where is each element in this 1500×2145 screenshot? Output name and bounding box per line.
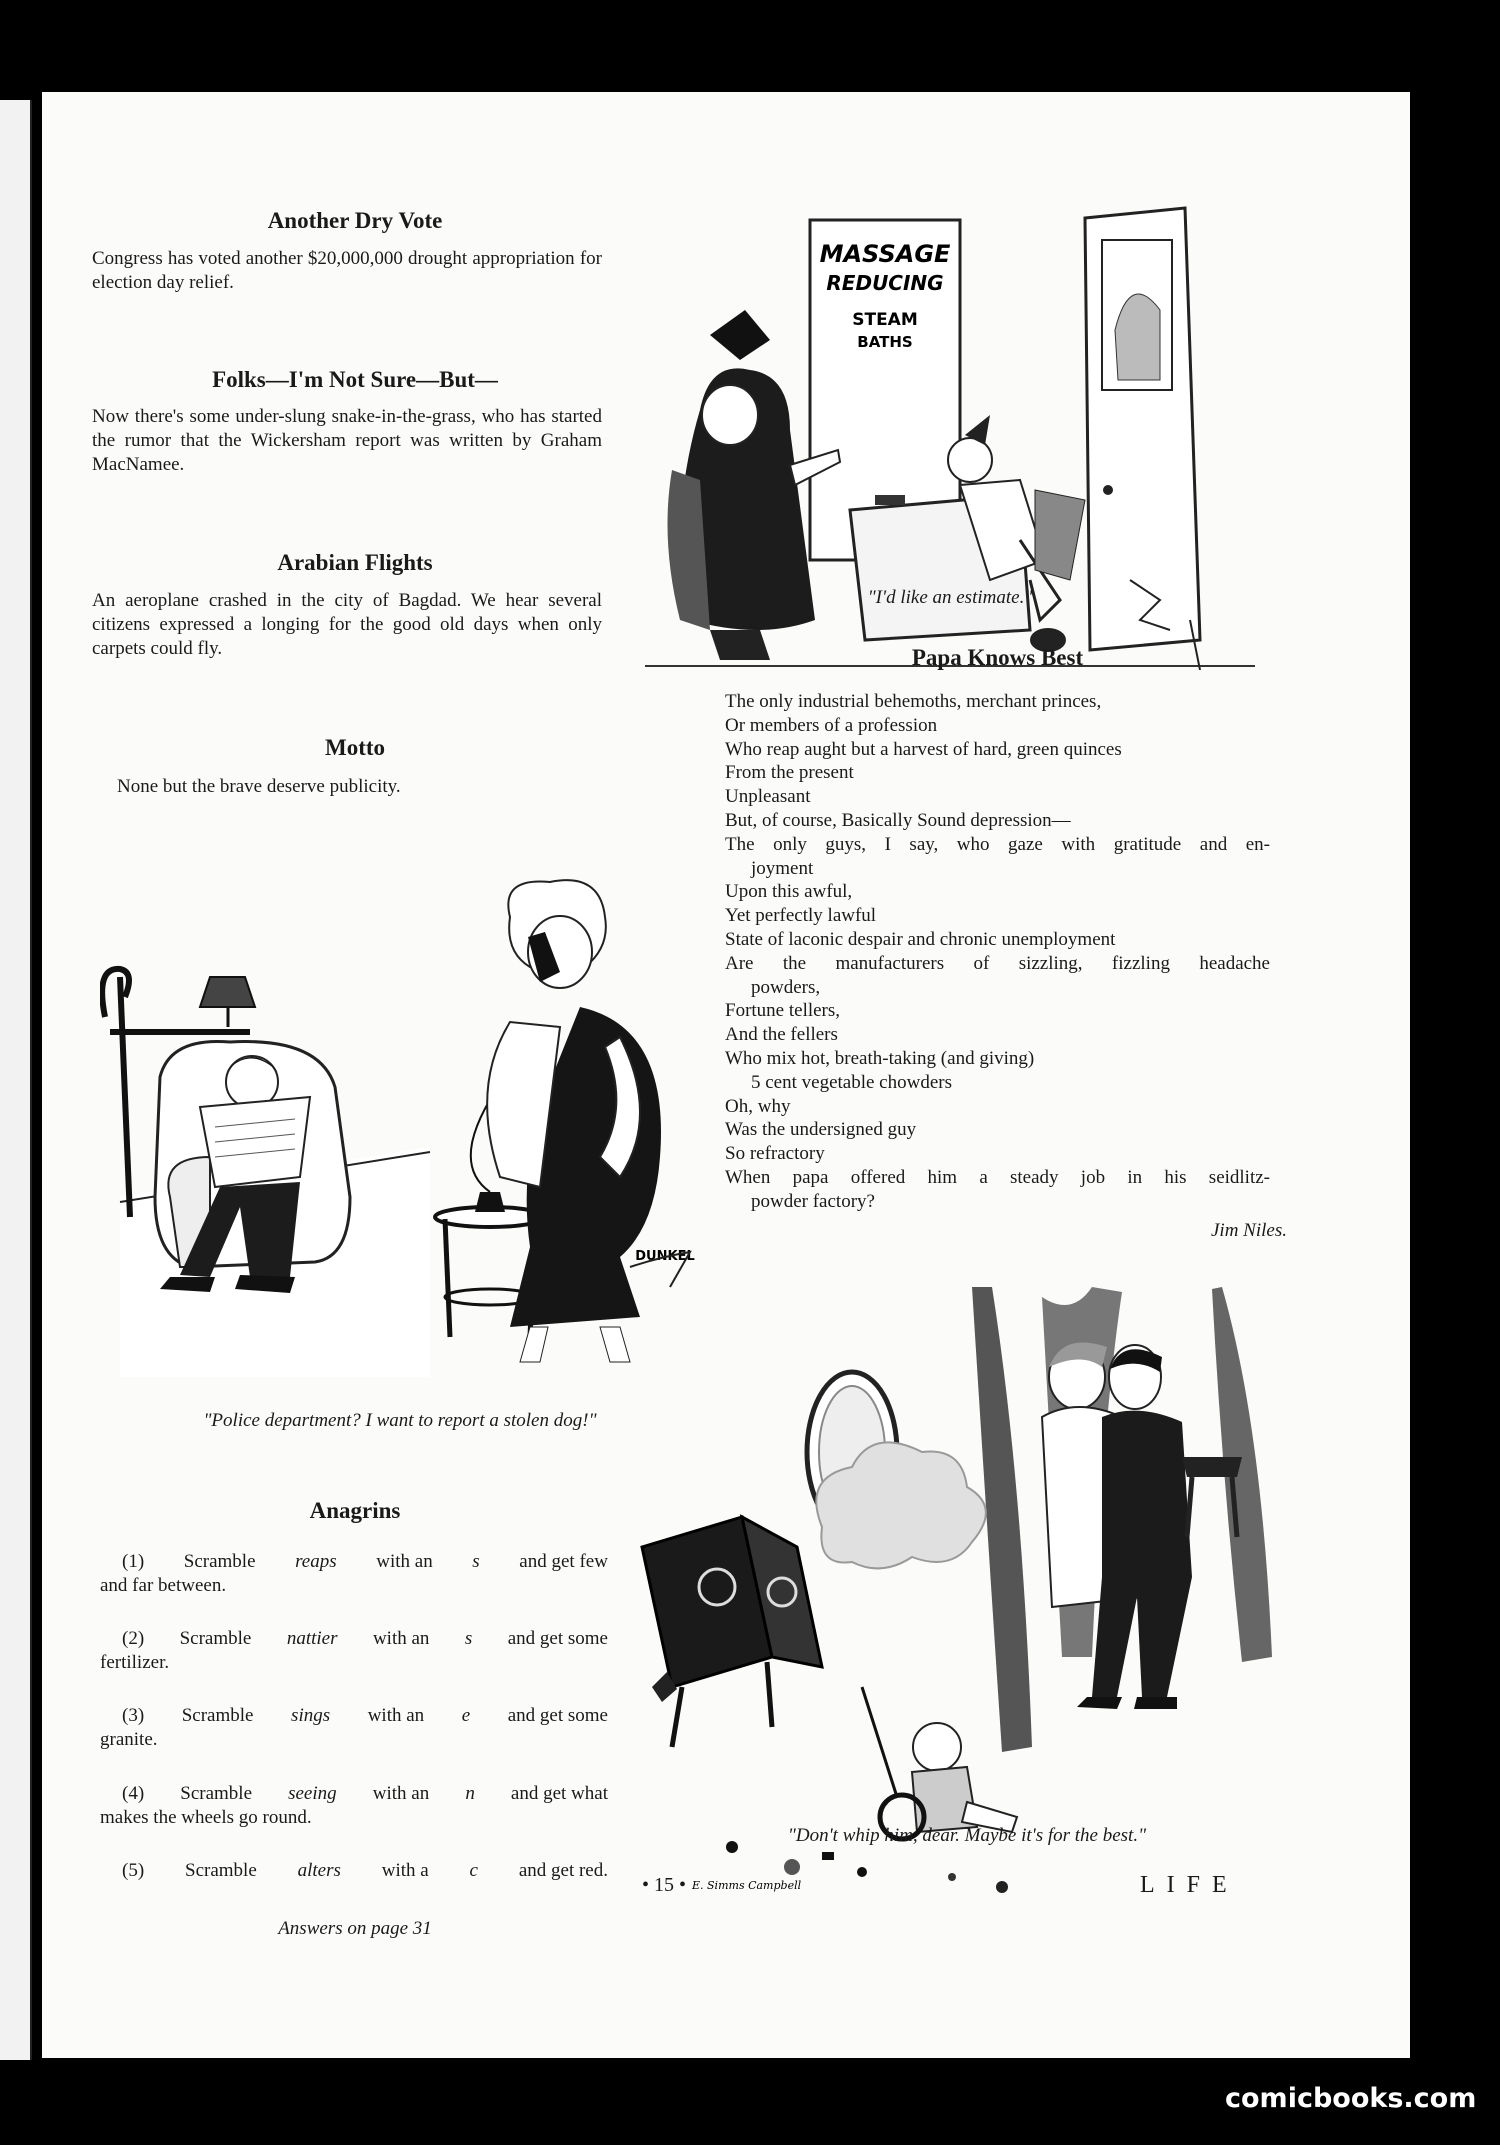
poem-line: 5 cent vegetable chowders xyxy=(751,1071,952,1093)
item-title: Another Dry Vote xyxy=(267,208,443,233)
magazine-name: LIFE xyxy=(1140,1872,1239,1898)
poem-line: powders, xyxy=(751,976,821,998)
anagram-text: and get red. xyxy=(518,1860,608,1881)
poem-author: Jim Niles. xyxy=(1211,1220,1287,1241)
anagram-text: Scramble xyxy=(185,1860,257,1881)
anagram-text: Scramble xyxy=(183,1551,256,1572)
anagram-text: with an xyxy=(376,1551,433,1572)
poem-title: Papa Knows Best xyxy=(911,645,1084,670)
anagram-word: sings xyxy=(291,1705,331,1726)
anagrins-title: Anagrins xyxy=(309,1498,401,1523)
poem-line: Upon this awful, xyxy=(725,881,853,903)
item-body: None but the brave deserve publicity. xyxy=(117,776,401,797)
item-body: Congress has voted another $20,000,000 drought appropriation for election day relief. xyxy=(92,248,602,293)
anagram-text: Scramble xyxy=(181,1705,254,1726)
anagram-line xyxy=(100,1782,608,1806)
item-title: Arabian Flights xyxy=(277,550,433,575)
anagram-number: (1) xyxy=(122,1551,145,1572)
item-body: Now there's some under-slung snake-in-the-grass, who has started the rumor that the Wickersham report was written by Graham MacNamee. xyxy=(92,406,602,475)
massage-cartoon-caption: "I'd like an estimate." xyxy=(867,587,1033,608)
artist-signature: DUNKEL xyxy=(635,1249,695,1264)
poem-line: The only industrial behemoths, merchant princes, xyxy=(725,691,1102,712)
poem-line: Or members of a profession xyxy=(725,714,938,736)
anagram-number: (2) xyxy=(122,1628,145,1649)
anagram-word: nattier xyxy=(286,1628,338,1649)
poem-line: From the present xyxy=(725,762,854,784)
anagram-item xyxy=(100,1782,608,1830)
anagram-number: (5) xyxy=(122,1860,145,1881)
anagram-item xyxy=(100,1627,608,1675)
page-number: • 15 • xyxy=(642,1874,687,1896)
poem-line: Fortune tellers, xyxy=(725,1000,841,1022)
anagram-text: with an xyxy=(372,1783,430,1804)
item-body: An aeroplane crashed in the city of Bagdad. We hear several citizens expressed a longing for the good old days when only carpets could fly. xyxy=(92,590,602,659)
anagram-letter: s xyxy=(464,1628,473,1649)
anagram-letter: n xyxy=(465,1783,475,1804)
poem-line: So refractory xyxy=(725,1143,825,1165)
anagram-continuation: granite. xyxy=(100,1729,158,1750)
poem-line: joyment xyxy=(751,857,814,879)
poem-line: Yet perfectly lawful xyxy=(725,905,877,927)
anagram-letter: e xyxy=(461,1705,471,1726)
anagram-number: (4) xyxy=(122,1783,145,1804)
poem-line: But, of course, Basically Sound depression— xyxy=(725,809,1071,831)
radio-cartoon-caption: "Don't whip him, dear. Maybe it's for the best." xyxy=(787,1825,1147,1846)
anagram-line xyxy=(100,1627,608,1651)
anagram-text: with an xyxy=(367,1705,425,1726)
poem-line: Oh, why xyxy=(725,1095,791,1117)
anagram-item xyxy=(100,1859,608,1883)
anagram-continuation: fertilizer. xyxy=(100,1652,170,1673)
anagram-word: alters xyxy=(297,1860,341,1881)
anagram-text: with an xyxy=(372,1628,430,1649)
anagram-letter: s xyxy=(472,1551,480,1572)
magazine-page xyxy=(42,92,1410,2058)
anagram-number: (3) xyxy=(122,1705,145,1726)
anagram-line xyxy=(100,1859,608,1883)
poem-line: Are the manufacturers of sizzling, fizzling headache xyxy=(725,952,1270,974)
sign-text: REDUCING xyxy=(826,271,944,295)
anagram-line xyxy=(100,1550,608,1574)
poem-line: Unpleasant xyxy=(725,786,811,808)
poem-line: powder factory? xyxy=(751,1190,875,1212)
anagrins-answers-note: Answers on page 31 xyxy=(278,1918,432,1939)
artist-signature: E. Simms Campbell xyxy=(692,1879,802,1892)
anagram-text: Scramble xyxy=(180,1783,253,1804)
anagram-word: seeing xyxy=(288,1783,337,1804)
anagram-word: reaps xyxy=(295,1551,337,1572)
anagram-text: with a xyxy=(381,1860,429,1881)
anagram-letter: c xyxy=(469,1860,478,1881)
anagram-text: Scramble xyxy=(179,1628,252,1649)
anagram-continuation: and far between. xyxy=(100,1575,227,1596)
phone-cartoon-drawing xyxy=(100,857,700,1377)
sign-text: MASSAGE xyxy=(819,240,951,268)
adjacent-page-edge xyxy=(0,100,32,2060)
poem-body xyxy=(725,690,1270,1214)
item-title: Folks—I'm Not Sure—But— xyxy=(212,367,498,392)
poem-line: When papa offered him a steady job in his seidlitz- xyxy=(725,1166,1270,1188)
sign-text: STEAM xyxy=(852,310,918,330)
poem-line: The only guys, I say, who gaze with gratitude and en- xyxy=(725,833,1270,855)
poem-line: Who mix hot, breath-taking (and giving) xyxy=(725,1047,1035,1069)
anagram-text: and get few xyxy=(519,1551,608,1572)
poem-line: Who reap aught but a harvest of hard, green quinces xyxy=(725,738,1122,760)
poem-line: And the fellers xyxy=(725,1024,838,1046)
anagram-text: and get some xyxy=(507,1628,608,1649)
anagram-text: and get what xyxy=(510,1783,608,1804)
anagram-continuation: makes the wheels go round. xyxy=(100,1807,312,1828)
poem-line: State of laconic despair and chronic unemployment xyxy=(725,928,1116,950)
anagram-item xyxy=(100,1704,608,1752)
poem-line: Was the undersigned guy xyxy=(725,1119,917,1141)
item-title: Motto xyxy=(324,735,386,760)
site-watermark: comicbooks.com xyxy=(1225,2083,1477,2114)
sign-text: BATHS xyxy=(857,333,913,351)
phone-cartoon xyxy=(100,857,700,1377)
phone-cartoon-caption: "Police department? I want to report a stolen dog!" xyxy=(203,1410,597,1431)
anagram-text: and get some xyxy=(507,1705,608,1726)
anagram-line xyxy=(100,1704,608,1728)
anagram-item xyxy=(100,1550,608,1598)
